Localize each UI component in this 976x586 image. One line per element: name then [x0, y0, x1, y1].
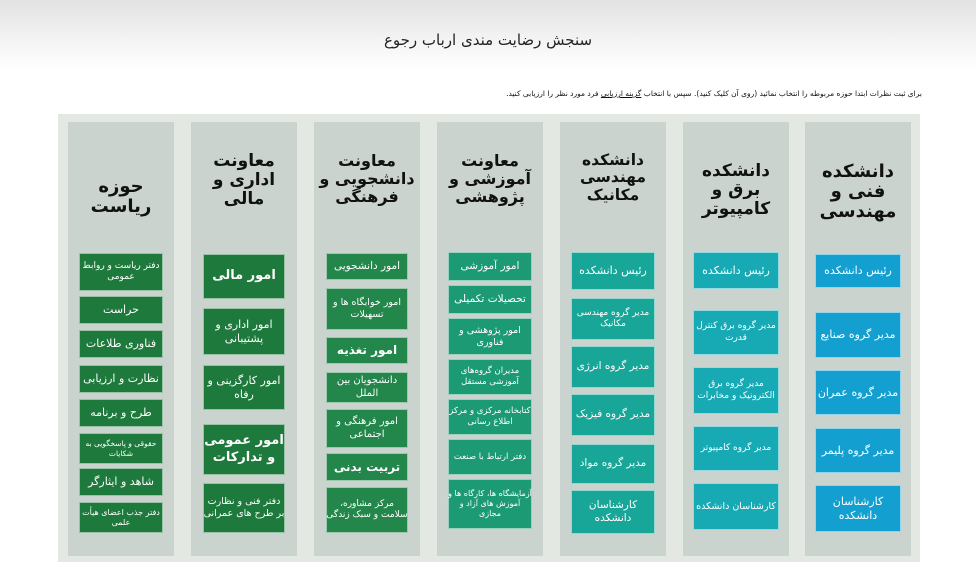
dept-item[interactable]: فناوری طلاعات	[79, 330, 163, 358]
column-admin-finance-deputy	[191, 122, 297, 556]
dept-item[interactable]: کارشناسان دانشکده	[571, 490, 655, 534]
column-title: دانشکده برق و کامپیوتر	[701, 161, 771, 220]
dept-item[interactable]: مدیر گروه صنایع	[815, 312, 901, 358]
dept-item[interactable]: دفتر جذب اعضای هیأت علمی	[79, 502, 163, 533]
column-engineering-faculty	[805, 122, 911, 556]
column-electrical-computer-faculty	[683, 122, 789, 556]
dept-item[interactable]: مدیران گروه‌های آموزشی مستقل	[448, 359, 532, 395]
dept-item[interactable]: رئیس دانشکده	[693, 252, 779, 289]
dept-item[interactable]: مدیر گروه پلیمر	[815, 428, 901, 473]
dept-item[interactable]: امور آموزشی	[448, 252, 532, 281]
dept-item[interactable]: دفتر فنی و نظارت بر طرح های عمرانی	[203, 483, 285, 533]
dept-item[interactable]: مدیر گروه برق کنترل قدرت	[693, 310, 779, 355]
instruction-before: برای ثبت نظرات ابتدا حوزه مربوطه را انتخاب نمائید (روی آن کلیک کنید). سپس با انتخاب	[641, 89, 922, 98]
dept-item[interactable]: مدیر گروه انرژی	[571, 346, 655, 388]
dept-item[interactable]: حقوقی و پاسخگویی به شکایات	[79, 433, 163, 464]
dept-item[interactable]: مدیر گروه فیزیک	[571, 394, 655, 436]
dept-item[interactable]: امور اداری و پشتیبانی	[203, 308, 285, 355]
column-title: حوزه ریاست	[90, 176, 152, 218]
dept-item[interactable]: مدیر گروه کامپیوتر	[693, 426, 779, 471]
dept-item[interactable]: کارشناسان دانشکده	[815, 485, 901, 532]
dept-item[interactable]: رئیس دانشکده	[571, 252, 655, 290]
dept-item[interactable]: رئیس دانشکده	[815, 254, 901, 288]
column-education-research-deputy	[437, 122, 543, 556]
dept-item[interactable]: امور پژوهشی و فناوری	[448, 318, 532, 355]
evaluation-option-link[interactable]: گزینه ارزیابی	[600, 89, 642, 98]
dept-item[interactable]: امور فرهنگی و اجتماعی	[326, 409, 408, 448]
dept-item[interactable]: نظارت و ارزیابی	[79, 365, 163, 393]
dept-item[interactable]: امور خوابگاه ها و تسهیلات	[326, 288, 408, 330]
dept-item[interactable]: امور دانشجویی	[326, 253, 408, 280]
column-title: دانشکده مهندسی مکانیک	[579, 151, 647, 204]
dept-item[interactable]: حراست	[79, 296, 163, 324]
dept-item[interactable]: شاهد و ایثارگر	[79, 468, 163, 496]
dept-item[interactable]: طرح و برنامه	[79, 399, 163, 427]
dept-item[interactable]: مدیر گروه عمران	[815, 370, 901, 415]
dept-item[interactable]: کتابخانه مرکزی و مرکز اطلاع رسانی	[448, 399, 532, 435]
dept-item[interactable]: تربیت بدنی	[326, 453, 408, 481]
instruction-text	[452, 89, 922, 98]
dept-item[interactable]: امور تغذیه	[326, 337, 408, 364]
dept-item[interactable]: امور کارگزینی و رفاه	[203, 365, 285, 410]
column-title: دانشکده فنی و مهندسی	[819, 161, 897, 223]
dept-item[interactable]: مدیر گروه مواد	[571, 444, 655, 484]
dept-item[interactable]: کارشناسان دانشکده	[693, 483, 779, 530]
column-title: معاونت دانشجویی و فرهنگی	[319, 151, 415, 206]
column-student-cultural-deputy	[314, 122, 420, 556]
page-title: سنجش رضایت مندی ارباب رجوع	[383, 31, 593, 49]
column-mechanical-faculty	[560, 122, 666, 556]
dept-item[interactable]: تحصیلات تکمیلی	[448, 285, 532, 314]
dept-item[interactable]: آزمایشگاه ها، کارگاه ها و آموزش های آزاد و مجازی	[448, 479, 532, 529]
dept-item[interactable]: مدیر گروه برق الکترونیک و مخابرات	[693, 367, 779, 414]
dept-item[interactable]: دانشجویان بین الملل	[326, 372, 408, 403]
dept-item[interactable]: امور مالی	[203, 254, 285, 299]
dept-item[interactable]: مدیر گروه مهندسی مکانیک	[571, 298, 655, 340]
dept-item[interactable]: امور عمومی و تدارکات	[203, 424, 285, 475]
column-title: معاونت اداری و مالی	[212, 151, 276, 210]
column-title: معاونت آموزشی و پژوهشی	[448, 151, 532, 206]
dept-item[interactable]: دفتر ریاست و روابط عمومی	[79, 253, 163, 291]
dept-item[interactable]: دفتر ارتباط با صنعت	[448, 439, 532, 475]
column-presidency	[68, 122, 174, 556]
instruction-after: فرد مورد نظر را ارزیابی کنید.	[506, 89, 601, 98]
dept-item[interactable]: مرکز مشاوره، سلامت و سبک زندگی	[326, 487, 408, 533]
